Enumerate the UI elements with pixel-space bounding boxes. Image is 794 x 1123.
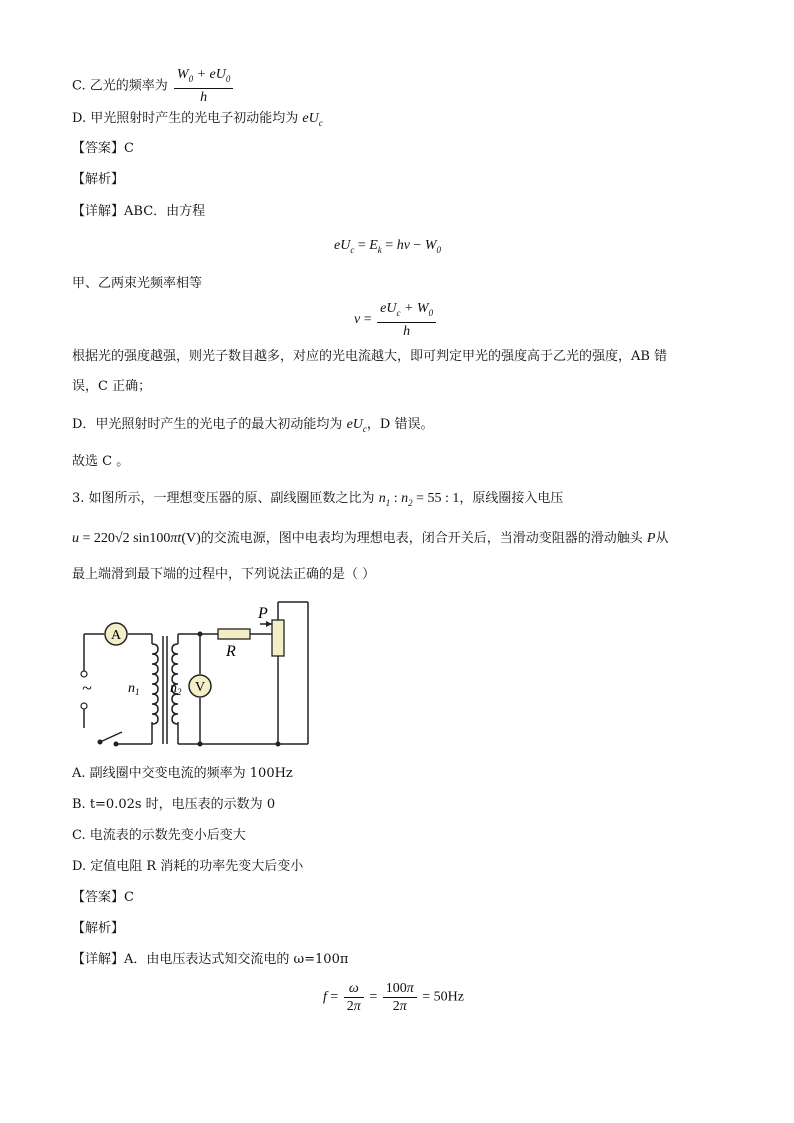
resistor-r-icon xyxy=(218,629,250,639)
equation-frequency: ν = $\frac{eU_c + W_0}{h}$ xyxy=(354,300,438,340)
junction-icon xyxy=(198,742,203,747)
detail-line-q3 xyxy=(72,950,348,970)
voltmeter-label: V xyxy=(194,680,206,695)
conclusion-q2 xyxy=(72,452,129,472)
terminal-icon xyxy=(81,703,87,709)
analysis-label-q2 xyxy=(72,170,124,190)
option-c-formula: $\frac{W_0 + eU_0}{h}$ xyxy=(174,66,233,106)
junction-icon xyxy=(198,632,203,637)
option-d-text: D. 甲光照射时产生的光电子初动能均为 xyxy=(72,111,299,126)
answer-label: 【答案】 xyxy=(72,890,125,905)
analysis-label: 【解析】 xyxy=(72,172,125,187)
detail-intro: ABC．由方程 xyxy=(124,204,206,219)
q3-stem-text-3: 最上端滑到最下端的过程中，下列说法正确的是（ ） xyxy=(72,567,376,582)
answer-label: 【答案】 xyxy=(72,141,125,156)
q3-option-d xyxy=(72,857,303,877)
q3-voltage-formula: u = 220√2 sin100πt(V) xyxy=(72,531,201,546)
q3-stem-text-1: 3. 如图所示，一理想变压器的原、副线圈匝数之比为 xyxy=(72,491,375,506)
paragraph-intensity-1 xyxy=(72,347,667,367)
detail-label: 【详解】 xyxy=(72,952,125,967)
q3-option-b xyxy=(72,795,275,815)
paragraph-option-d-tail: ，D 错误。 xyxy=(366,417,434,432)
paragraph-intensity-text-2: 误，C 正确； xyxy=(72,379,152,394)
resistor-r-label: R xyxy=(226,643,236,660)
equation-photoelectric: $eU_c = E_k = h\nu - W_0$ xyxy=(334,238,441,255)
q3-stem-text-1-tail: ，原线圈接入电压 xyxy=(459,491,564,506)
q3-option-c xyxy=(72,826,246,846)
ac-source-symbol: ~ xyxy=(82,678,92,698)
ammeter-label: A xyxy=(110,628,122,643)
switch-pivot-icon xyxy=(98,740,103,745)
q3-option-d-text: D. 定值电阻 R 消耗的功率先变大后变小 xyxy=(72,859,304,874)
detail-text: A．由电压表达式知交流电的 ω=100π xyxy=(124,952,349,967)
equal-frequency-text: 甲、乙两束光频率相等 xyxy=(72,276,203,291)
q3-option-b-text: B. t=0.02s 时，电压表的示数为 0 xyxy=(72,797,276,812)
answer-line-q3 xyxy=(72,888,134,908)
q3-option-c-text: C. 电流表的示数先变小后变大 xyxy=(72,828,246,843)
equation-frequency-50hz: f = $\frac{\omega}{2\pi}$ = $\frac{100\pi}{2\pi}$ = 50Hz xyxy=(323,981,464,1014)
detail-line-q2 xyxy=(72,202,205,222)
conclusion-text: 故选 C 。 xyxy=(72,454,130,469)
rheostat-icon xyxy=(272,620,284,656)
q3-stem-text-2: 的交流电源，图中电表均为理想电表，闭合开关后，当滑动变阻器的滑动触头 xyxy=(200,531,643,546)
n2-label: $n_2$ xyxy=(170,681,182,697)
option-d-formula: $eU_c$ xyxy=(302,111,323,128)
paragraph-option-d xyxy=(72,415,433,439)
option-c-line xyxy=(72,66,235,106)
q3-stem-line-2 xyxy=(72,529,669,549)
detail-label: 【详解】 xyxy=(72,204,125,219)
answer-value: C xyxy=(124,141,134,156)
paragraph-option-d-text: D．甲光照射时产生的光电子的最大初动能均为 xyxy=(72,417,343,432)
slider-p-label: P xyxy=(258,605,268,622)
option-d-line xyxy=(72,109,323,133)
q3-stem-line-3 xyxy=(72,565,375,585)
answer-value: C xyxy=(124,890,134,905)
paragraph-option-d-formula: $eU_c$ xyxy=(346,417,367,434)
q3-option-a xyxy=(72,764,293,784)
paragraph-intensity-2 xyxy=(72,377,151,397)
switch-contact-icon xyxy=(114,742,119,747)
analysis-label-q3 xyxy=(72,919,124,939)
analysis-label: 【解析】 xyxy=(72,921,125,936)
junction-icon xyxy=(276,742,281,747)
terminal-icon xyxy=(81,671,87,677)
q3-option-a-text: A. 副线圈中交变电流的频率为 100Hz xyxy=(72,766,293,781)
q3-stem-line-1 xyxy=(72,489,563,513)
q3-stem-text-2-tail: 从 xyxy=(655,531,669,546)
equal-frequency-line xyxy=(72,274,202,294)
answer-line-q2 xyxy=(72,139,134,159)
transformer-circuit-figure xyxy=(70,596,320,752)
n1-label: $n_1$ xyxy=(128,681,140,697)
option-c-text: C. 乙光的频率为 xyxy=(72,78,168,94)
q3-turns-ratio: $n_1$ : $n_2 = 55$ : 1 xyxy=(378,491,460,508)
paragraph-intensity-text-1: 根据光的强度越强，则光子数目越多，对应的光电流越大，即可判定甲光的强度高于乙光的强度，AB 错 xyxy=(72,349,668,364)
q3-slider-symbol: P xyxy=(646,531,656,546)
